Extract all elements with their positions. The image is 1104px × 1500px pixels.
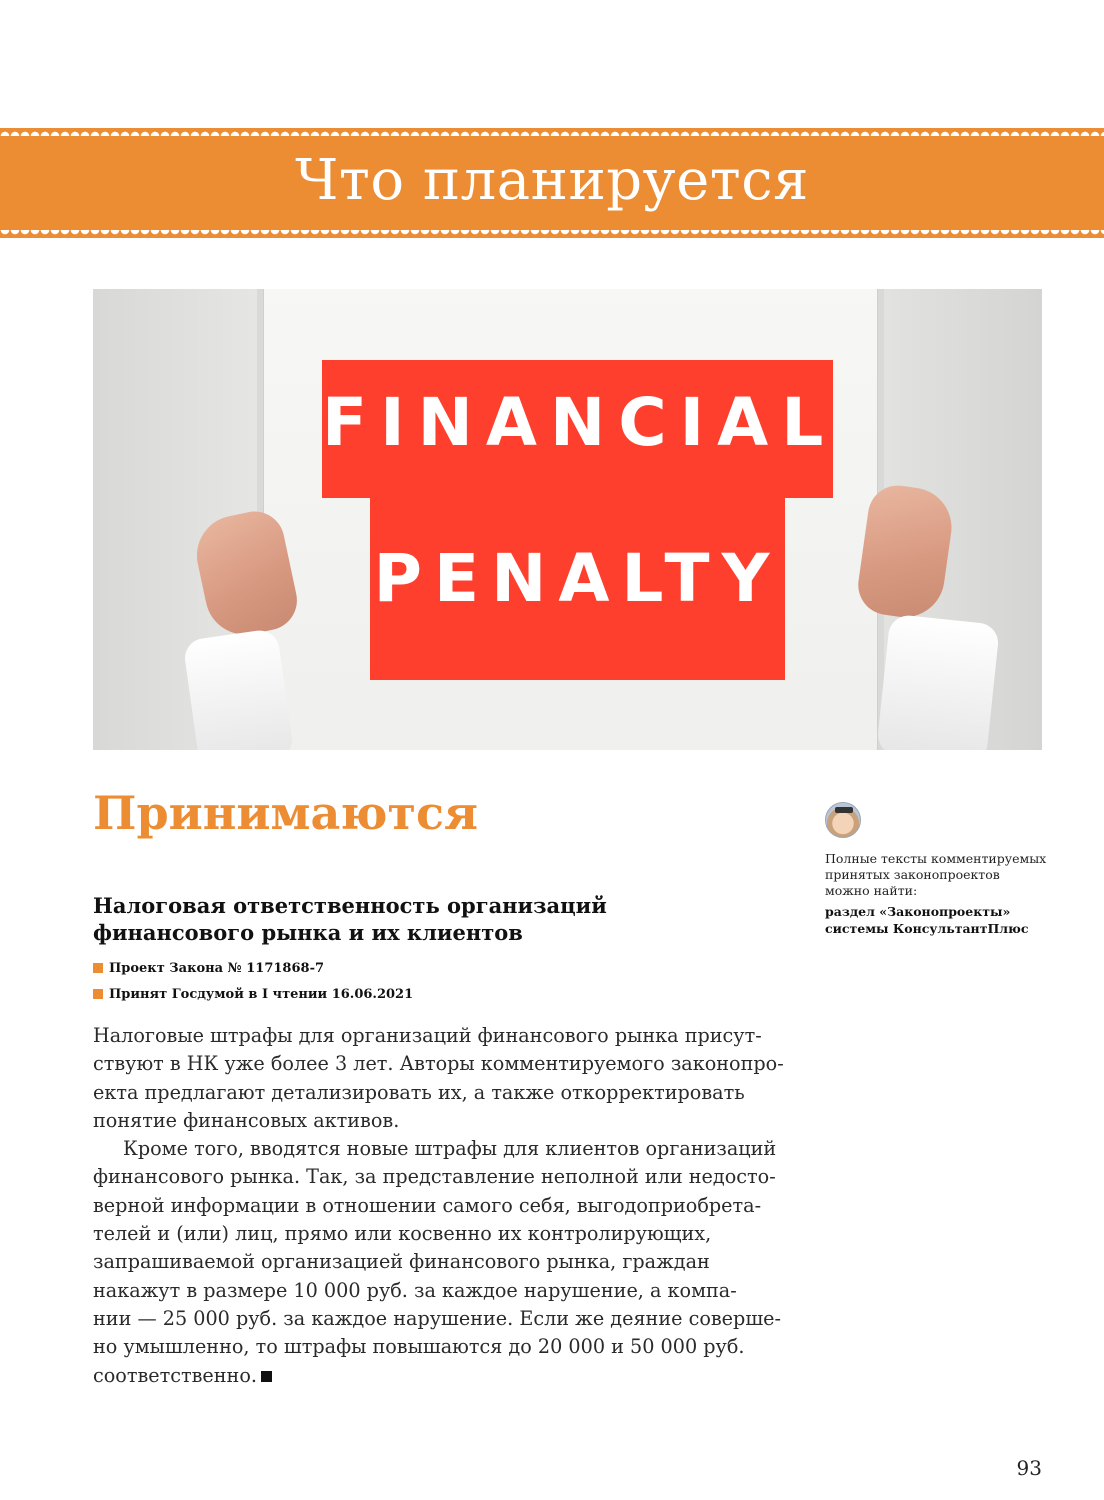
note-line: можно найти: — [825, 883, 918, 898]
article-title — [93, 892, 733, 946]
bullet-square-icon — [93, 963, 103, 973]
body-line: понятие финансовых активов. — [93, 1108, 400, 1132]
professor-avatar-icon — [825, 802, 861, 838]
bullet-square-icon — [93, 989, 103, 999]
body-line: но умышленно, то штрафы повышаются до 20 000 и 50 000 руб. — [93, 1335, 745, 1359]
right-sleeve — [876, 614, 1000, 750]
banner-scalloped-edge-top — [0, 128, 1104, 136]
body-line: телей и (или) лиц, прямо или косвенно их контролирующих, — [93, 1222, 712, 1246]
end-of-article-icon — [261, 1371, 272, 1382]
body-line: Кроме того, вводятся новые штрафы для клиентов организаций — [123, 1137, 777, 1161]
sidebar-note-text — [825, 851, 1055, 899]
sign-block-bottom — [370, 498, 785, 680]
sidebar-source-reference — [825, 903, 1055, 937]
body-line: екта предлагают детализировать их, а также откорректировать — [93, 1080, 745, 1104]
article-body — [93, 1022, 784, 1390]
body-line-text: соответственно. — [93, 1363, 257, 1387]
article-status — [93, 987, 693, 1002]
right-hand — [854, 482, 956, 623]
page-number: 93 — [1016, 1456, 1042, 1480]
source-line: системы КонсультантПлюс — [825, 921, 1029, 936]
note-line: принятых законопроектов — [825, 867, 1000, 882]
article-project-number — [93, 961, 693, 976]
left-sleeve — [182, 628, 294, 750]
body-line: запрашиваемой организацией финансового рынка, граждан — [93, 1250, 710, 1274]
hero-photo — [93, 289, 1042, 750]
body-line: нии — 25 000 руб. за каждое нарушение. Если же деяние соверше- — [93, 1306, 781, 1330]
project-label: Проект Закона № 1171868-7 — [109, 961, 325, 976]
body-line: накажут в размере 10 000 руб. за каждое нарушение, а компа- — [93, 1278, 737, 1302]
status-label: Принят Госдумой в I чтении 16.06.2021 — [109, 987, 414, 1002]
body-line: Налоговые штрафы для организаций финансового рынка присут- — [93, 1024, 762, 1047]
sign-text-penalty: PENALTY — [373, 540, 782, 617]
section-title: Принимаются — [93, 786, 478, 840]
article-title-line1: Налоговая ответственность организаций — [93, 893, 607, 918]
sign-block-top — [322, 360, 837, 498]
body-line: ствуют в НК уже более 3 лет. Авторы комментируемого законопро- — [93, 1052, 784, 1076]
body-line: верной информации в отношении самого себя, выгодоприобрета- — [93, 1193, 762, 1217]
body-line-last — [93, 1362, 773, 1390]
article-title-line2: финансового рынка и их клиентов — [93, 920, 523, 945]
banner-scalloped-edge-bottom — [0, 230, 1104, 238]
note-line: Полные тексты комментируемых — [825, 851, 1047, 866]
body-line: финансового рынка. Так, за представление неполной или недосто- — [93, 1165, 776, 1189]
source-line: раздел «Законопроекты» — [825, 904, 1011, 919]
section-banner — [0, 128, 1104, 238]
sign-text-financial: FINANCIAL — [322, 384, 837, 461]
sidebar-note — [825, 802, 1055, 937]
banner-title: Что планируется — [295, 148, 809, 213]
